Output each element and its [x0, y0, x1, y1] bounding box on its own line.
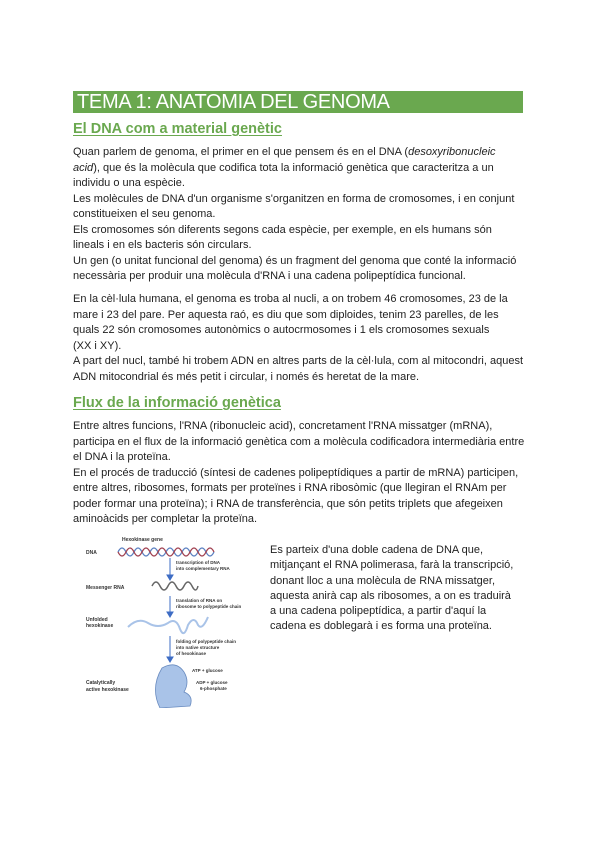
- text-line: [73, 254, 516, 270]
- text-segment: A part del nucl, també hi trobem ADN en altres parts de la cèl·lula, com al mitocondri, aquest: [73, 355, 523, 367]
- fig-adp-b: 6-phosphate: [200, 686, 227, 691]
- text-segment: mitjançant el RNA polimerasa, farà la transcripció,: [270, 559, 514, 572]
- text-segment: entre altres, ribosomes, formats per proteïnes i RNA ribosòmic (que llegiran el RNAm per: [73, 482, 507, 494]
- section-heading-dna: El DNA com a material genètic: [73, 121, 282, 137]
- text-line: [73, 308, 523, 324]
- italic-text: acid: [73, 161, 94, 174]
- fig-step2b: ribosome to polypeptide chain: [176, 604, 242, 609]
- fig-step1b: into complementary RNA: [176, 566, 230, 571]
- unfolded-chain: [128, 617, 208, 633]
- text-segment: ADN mitocondrial és més petit i circular, i només és heretat de la mare.: [73, 370, 420, 383]
- text-segment: Un gen (o unitat funcional del genoma) és un fragment del genoma que conté la informació: [73, 254, 517, 267]
- fig-dna-label: DNA: [86, 550, 97, 556]
- fig-step3c: of hexokinase: [176, 651, 207, 656]
- arrow-3: [167, 636, 173, 662]
- text-line: [73, 269, 516, 285]
- text-line: [270, 574, 513, 589]
- text-line: [73, 161, 516, 177]
- text-line: [73, 466, 524, 482]
- text-line: [73, 145, 516, 161]
- text-segment: Les molècules de DNA d'un organisme s'organitzen en forma de cromosomes, i en conjunt: [73, 192, 515, 205]
- text-segment: Entre altres funcions, l'RNA (ribonucleic acid), concretament l'RNA missatger (mRNA),: [73, 420, 493, 432]
- text-segment: Els cromosomes són diferents segons cada espècie, per exemple, en els humans són: [73, 223, 492, 236]
- text-segment: cadena es doblegarà i es forma una proteïna.: [270, 620, 492, 633]
- text-line: [270, 558, 513, 573]
- text-segment: necessària per produir una molècula d'RNA i una cadena polipeptídica funcional.: [73, 270, 466, 282]
- text-line: [73, 176, 516, 192]
- folded-protein: [155, 665, 191, 708]
- text-segment: mare i 23 del pare. Per aquesta raó, es diu que som diploides, tenim 23 parelles, de les: [73, 308, 499, 321]
- figure-description: [270, 543, 513, 635]
- paragraph-rna: [73, 419, 524, 528]
- text-line: [73, 419, 524, 435]
- section-heading-flux: Flux de la informació genètica: [73, 395, 281, 411]
- text-line: [270, 589, 513, 604]
- text-segment: En el procés de traducció (síntesi de cadenes polipeptídiques a partir de mRNA) participen,: [73, 466, 519, 479]
- text-line: [73, 192, 516, 208]
- fig-unfolded-b: hexokinase: [86, 623, 114, 629]
- arrow-2: [167, 596, 173, 617]
- paragraph-human-genome: [73, 292, 523, 385]
- mrna-strand: [152, 582, 198, 590]
- text-line: [73, 223, 516, 239]
- text-line: [73, 292, 523, 308]
- fig-atp: ATP + glucose: [192, 668, 223, 673]
- text-segment: constitueixen el seu genoma.: [73, 208, 216, 220]
- fig-active-b: active hexokinase: [86, 687, 129, 693]
- text-line: [73, 481, 524, 497]
- text-segment: Quan parlem de genoma, el primer en el que pensem és en el DNA (: [73, 146, 409, 158]
- text-segment: ), que és la molècula que codifica tota la informació genètica que caracteritza a un: [93, 161, 494, 174]
- text-segment: En la cèl·lula humana, el genoma es troba al nucli, a on trobem 46 cromosomes, 23 de la: [73, 293, 508, 305]
- fig-active-a: Catalytically: [86, 680, 116, 686]
- text-segment: a una cadena polipeptídica, a partir d'aquí la: [270, 605, 487, 618]
- italic-text: desoxyribonucleic: [408, 146, 496, 158]
- text-line: [73, 512, 524, 528]
- text-segment: el DNA i la proteïna.: [73, 451, 171, 463]
- arrow-1: [167, 558, 173, 580]
- fig-mrna-label: Messenger RNA: [86, 585, 125, 591]
- text-line: [73, 370, 523, 386]
- text-line: [73, 323, 523, 339]
- text-segment: lineals i en els bacteris són circulars.: [73, 239, 252, 251]
- text-line: [73, 354, 523, 370]
- fig-step1a: transcription of DNA: [176, 560, 221, 565]
- text-line: [73, 339, 523, 355]
- fig-step2a: translation of RNA on: [176, 598, 223, 603]
- hexokinase-figure: [80, 528, 260, 708]
- text-segment: quals 22 són cromosomes autonòmics o autocrmosomes i 1 els cromosomes sexuals: [73, 324, 490, 336]
- text-segment: donant lloc a una molècula de RNA missatger,: [270, 574, 496, 587]
- text-segment: participa en el flux de la informació genètica com a molècula codificadora intermediària entre: [73, 435, 525, 448]
- text-segment: poder formar una proteïna); i RNA de transferència, que són petits triplets que afegeixen: [73, 497, 503, 510]
- text-segment: individu o una espècie.: [73, 177, 185, 189]
- text-line: [270, 619, 513, 634]
- text-segment: (XX i XY).: [73, 339, 122, 352]
- text-line: [73, 207, 516, 223]
- text-segment: aminoàcids per completar la proteïna.: [73, 513, 258, 525]
- text-line: [270, 543, 513, 558]
- page-title: TEMA 1: ANATOMIA DEL GENOMA: [77, 91, 390, 113]
- text-segment: aquesta anirà cap als ribosomes, a on es traduirà: [270, 589, 511, 602]
- text-line: [73, 497, 524, 513]
- fig-unfolded-a: Unfolded: [86, 617, 108, 623]
- text-line: [73, 450, 524, 466]
- fig-step3a: folding of polypeptide chain: [176, 639, 236, 644]
- text-line: [73, 238, 516, 254]
- title-bar: [73, 91, 523, 113]
- fig-gene-label: Hexokinase gene: [122, 537, 163, 543]
- fig-step3b: into native structure: [176, 645, 220, 650]
- text-line: [73, 435, 524, 451]
- fig-adp-a: ADP + glucose: [196, 680, 228, 685]
- text-line: [270, 604, 513, 619]
- paragraph-dna-intro: [73, 145, 516, 285]
- text-segment: Es parteix d'una doble cadena de DNA que,: [270, 544, 484, 556]
